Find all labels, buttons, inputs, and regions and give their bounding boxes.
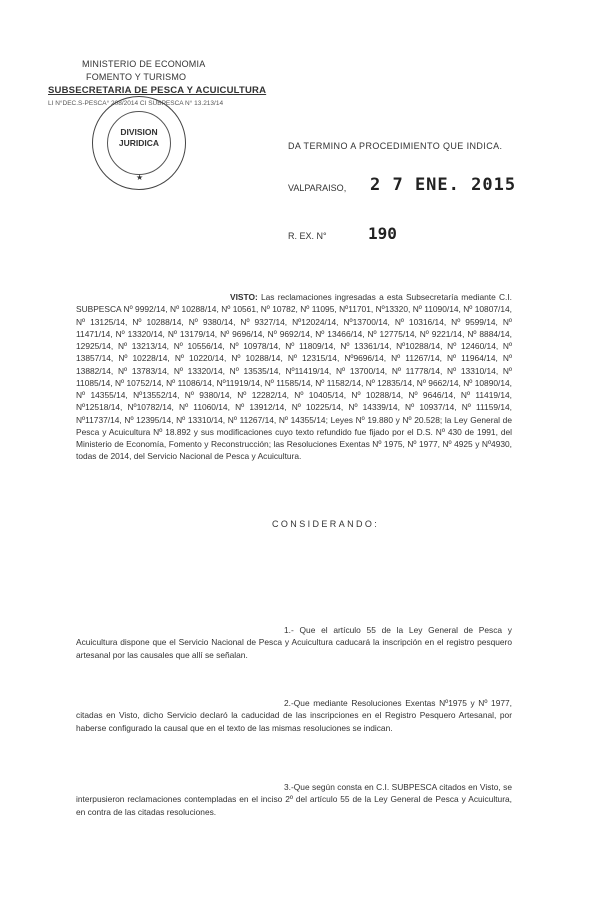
fomento-name: FOMENTO Y TURISMO <box>86 72 187 82</box>
ministry-name: MINISTERIO DE ECONOMIA <box>82 59 206 69</box>
considerando-heading: CONSIDERANDO: <box>272 519 380 529</box>
seal-star-icon: ★ <box>136 173 144 182</box>
considerando-2: 2.-Que mediante Resoluciones Exentas Nº1975 y Nº 1977, citadas en Visto, dicho Servicio declaró la caducidad de las inscripciones en el Registro Pesquero Artesanal, por haberse configurado la causal que en el texto de las mismas resoluciones se indican. <box>76 698 512 733</box>
visto-text: Las reclamaciones ingresadas a esta Subsecretaría mediante C.I. SUBPESCA Nº 9992/14, Nº 10288/14, Nº 10561, Nº 10782, Nº 11095, Nº11701, Nº13320, Nº 11090/14, Nº 10807/14, Nº 13125/14, Nº 10288/14, Nº 9380/14, Nº 9327/14, Nº12024/14, Nº13700/14, Nº 10316/14, Nº 9599/14, Nº 11471/14, Nº 13320/14, Nº 13179/14, Nº 9696/14, Nº 9692/14, Nº 13466/14, Nº 12775/14, Nº 9221/14, Nº 8884/14, 12925/14, Nº 13213/14, Nº 10556/14, Nº 10978/14, Nº 11809/14, Nº 13361/14, Nº10288/14, Nº 12460/14, Nº 13857/14, Nº 10228/14, Nº 10220/14, Nº 10288/14, Nº 12315/14, Nº9696/14, Nº 11267/14, Nº 11964/14, Nº 13882/14, Nº 13783/14, Nº 13320/14, Nº 13535/14, Nº11419/14, Nº 13700/14, Nº 11778/14, Nº 13310/14, Nº 11085/14, Nº 10752/14, Nº 11086/14, Nº11919/14, Nº 11585/14, Nº 11582/14, Nº 12835/14, Nº 9662/14, Nº 10890/14, Nº 14355/14, Nº13552/14, Nº 9380/14, Nº 12282/14, Nº 10405/14, Nº 10288/14, Nº 9646/14, Nº 11419/14, Nº12518/14, Nº10782/14, Nº 11060/14, Nº 13912/14, Nº 10225/14, Nº 14339/14, Nº 10937/14, Nº 11159/14, Nº11737/14, Nº 12395/14, Nº 13310/14, Nº 11267/14, Nº 14355/14; Leyes Nº 19.880 y Nº 20.528; la Ley General de Pesca y Acuicultura Nº 18.892 y sus modificaciones cuyo texto refundido fue fijado por el D.S. Nº 430 de 1991, del Ministerio de Economía, Fomento y Reconstrucción; las Resoluciones Exentas Nº 1975, Nº 1977, Nº 4925 y Nº4930, todas de 2014, del Servicio Nacional de Pesca y Acuicultura. <box>76 292 512 462</box>
rex-number: 190 <box>368 224 397 243</box>
letterhead <box>48 58 267 110</box>
considerando-1: 1.- Que el artículo 55 de la Ley General de Pesca y Acuicultura dispone que el Servicio Nacional de Pesca y Acuicultura caducará la inscripción en el registro pesquero artesanal por las causales que allí se señalan. <box>76 625 512 660</box>
date-stamp: 2 7 ENE. 2015 <box>370 175 517 195</box>
visto-label: VISTO: <box>230 292 258 302</box>
seal-text <box>93 127 185 149</box>
division-juridica-seal <box>92 96 186 190</box>
visto-paragraph <box>76 291 512 463</box>
subsecretaria-name: SUBSECRETARIA DE PESCA Y ACUICULTURA <box>48 85 267 96</box>
seal-line-2: JURIDICA <box>118 138 160 148</box>
seal-line-1: DIVISION <box>120 127 158 137</box>
considerando-3: 3.-Que según consta en C.I. SUBPESCA citados en Visto, se interpusieron reclamaciones contempladas en el inciso 2º del artículo 55 de la Ley General de Pesca y Acuicultura, en contra de las citadas resoluciones. <box>76 782 512 817</box>
resolution-title: DA TERMINO A PROCEDIMIENTO QUE INDICA. <box>288 141 503 151</box>
reference-line: LI N°DEC.S-PESCA° 208/2014 CI SUBPESCA N° 13.213/14 <box>48 100 224 107</box>
rex-label: R. EX. N° <box>288 231 327 241</box>
place-label: VALPARAISO, <box>288 183 347 193</box>
